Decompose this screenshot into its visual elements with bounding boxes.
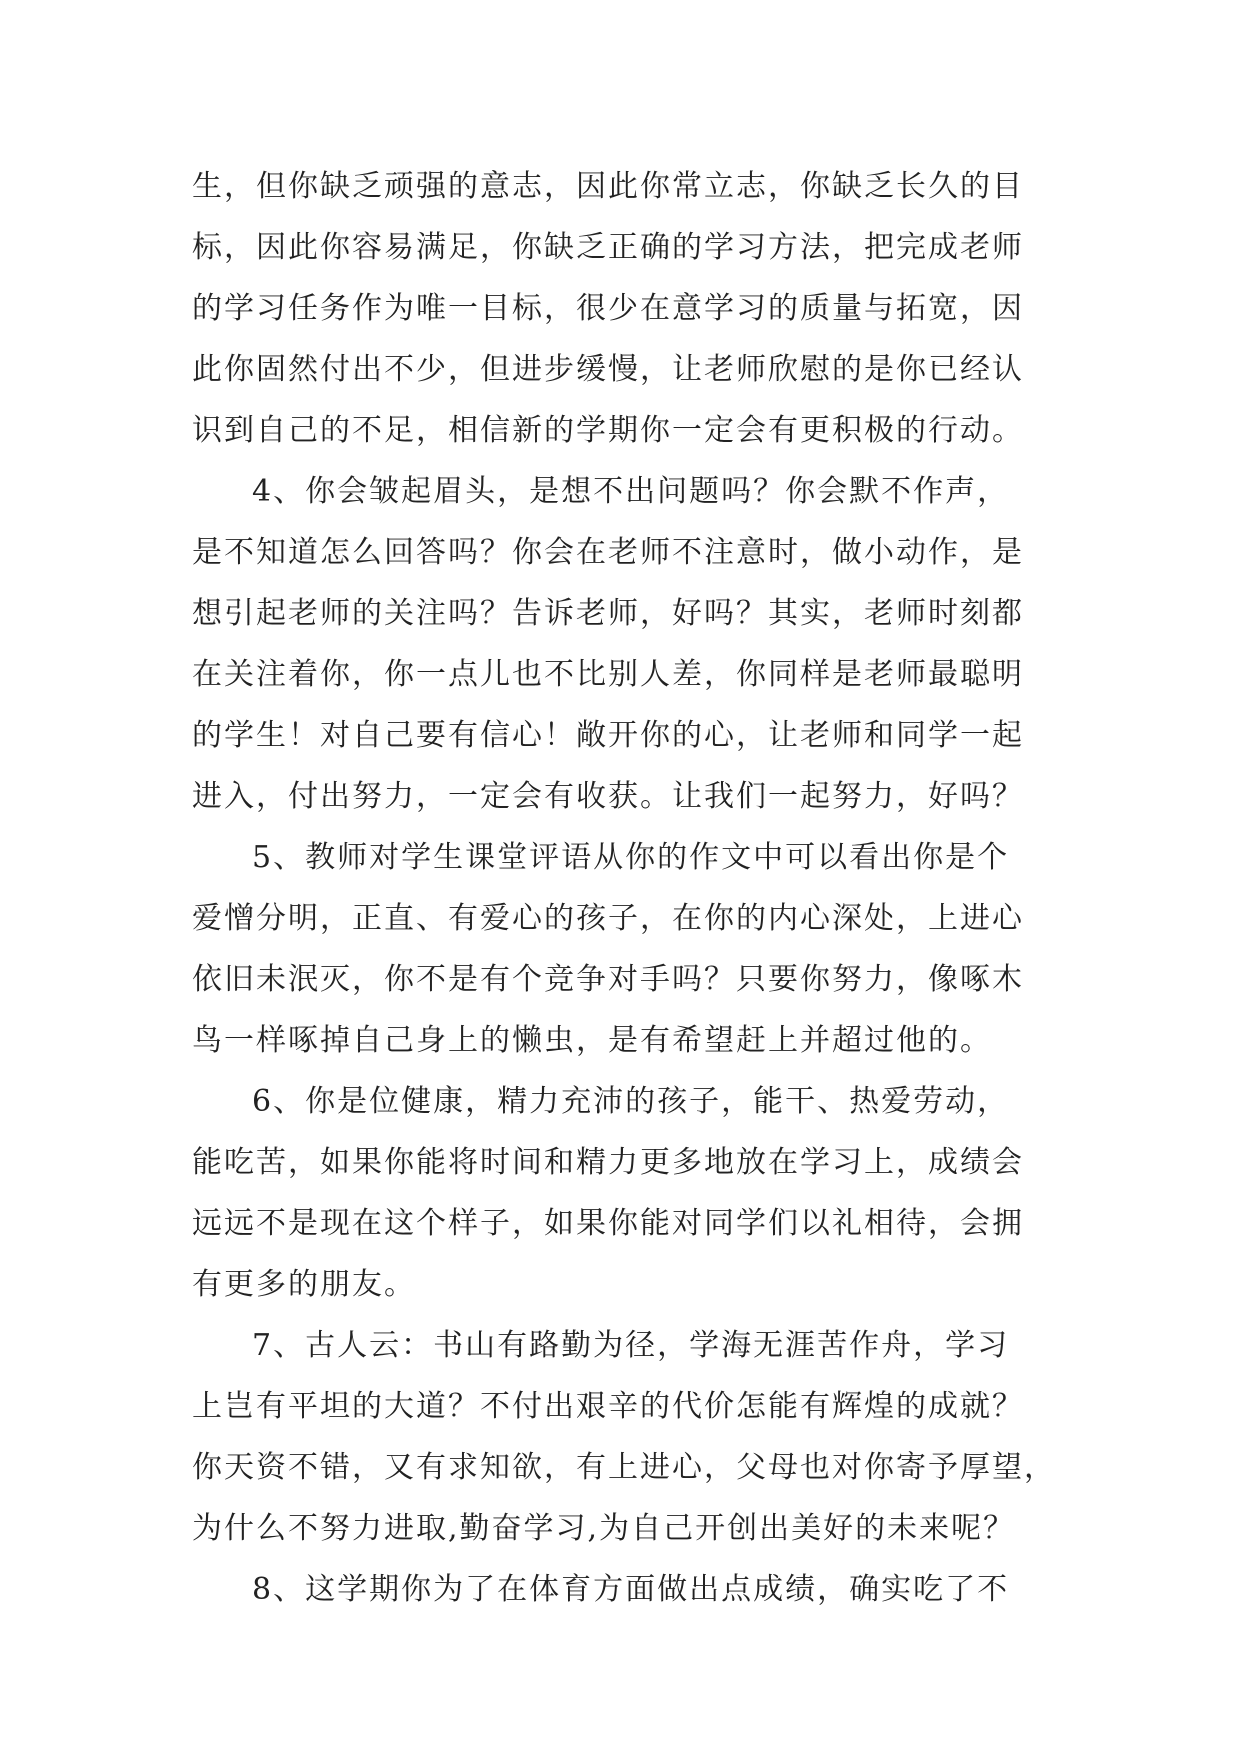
text-line: 爱憎分明，正直、有爱心的孩子，在你的内心深处，上进心 [192,901,1024,936]
paragraph-first-line: 7、古人云：书山有路勤为径，学海无涯苦作舟，学习 [252,1328,1010,1363]
text-line: 为什么不努力进取,勤奋学习,为自己开创出美好的未来呢？ [192,1511,1016,1546]
text-line: 的学习任务作为唯一目标，很少在意学习的质量与拓宽，因 [192,291,1024,326]
text-line: 依旧未泯灭，你不是有个竞争对手吗？只要你努力，像啄木 [192,962,1024,997]
text-line: 进入，付出努力，一定会有收获。让我们一起努力，好吗？ [192,779,1024,814]
text-line: 你天资不错，又有求知欲，有上进心，父母也对你寄予厚望， [192,1450,1056,1485]
paragraph-first-line: 8、这学期你为了在体育方面做出点成绩，确实吃了不 [252,1572,1010,1607]
text-line: 想引起老师的关注吗？告诉老师，好吗？其实，老师时刻都 [192,596,1024,631]
text-line: 此你固然付出不少，但进步缓慢，让老师欣慰的是你已经认 [192,352,1024,387]
text-line: 有更多的朋友。 [192,1267,416,1302]
document-body [192,156,1056,1620]
text-line: 在关注着你，你一点儿也不比别人差，你同样是老师最聪明 [192,657,1024,692]
paragraph-first-line: 6、你是位健康，精力充沛的孩子，能干、热爱劳动， [252,1084,1010,1119]
text-line: 是不知道怎么回答吗？你会在老师不注意时，做小动作，是 [192,535,1024,570]
text-line: 生，但你缺乏顽强的意志，因此你常立志，你缺乏长久的目 [192,169,1024,204]
text-line: 上岂有平坦的大道？不付出艰辛的代价怎能有辉煌的成就？ [192,1389,1024,1424]
text-line: 标，因此你容易满足，你缺乏正确的学习方法，把完成老师 [192,230,1024,265]
paragraph-first-line: 4、你会皱起眉头，是想不出问题吗？你会默不作声， [252,474,1010,509]
text-line: 的学生！对自己要有信心！敞开你的心，让老师和同学一起 [192,718,1024,753]
text-line: 识到自己的不足，相信新的学期你一定会有更积极的行动。 [192,413,1024,448]
text-line: 能吃苦，如果你能将时间和精力更多地放在学习上，成绩会 [192,1145,1024,1180]
text-line: 鸟一样啄掉自己身上的懒虫，是有希望赶上并超过他的。 [192,1023,992,1058]
paragraph-first-line: 5、教师对学生课堂评语从你的作文中可以看出你是个 [252,840,1010,875]
text-line: 远远不是现在这个样子，如果你能对同学们以礼相待，会拥 [192,1206,1024,1241]
